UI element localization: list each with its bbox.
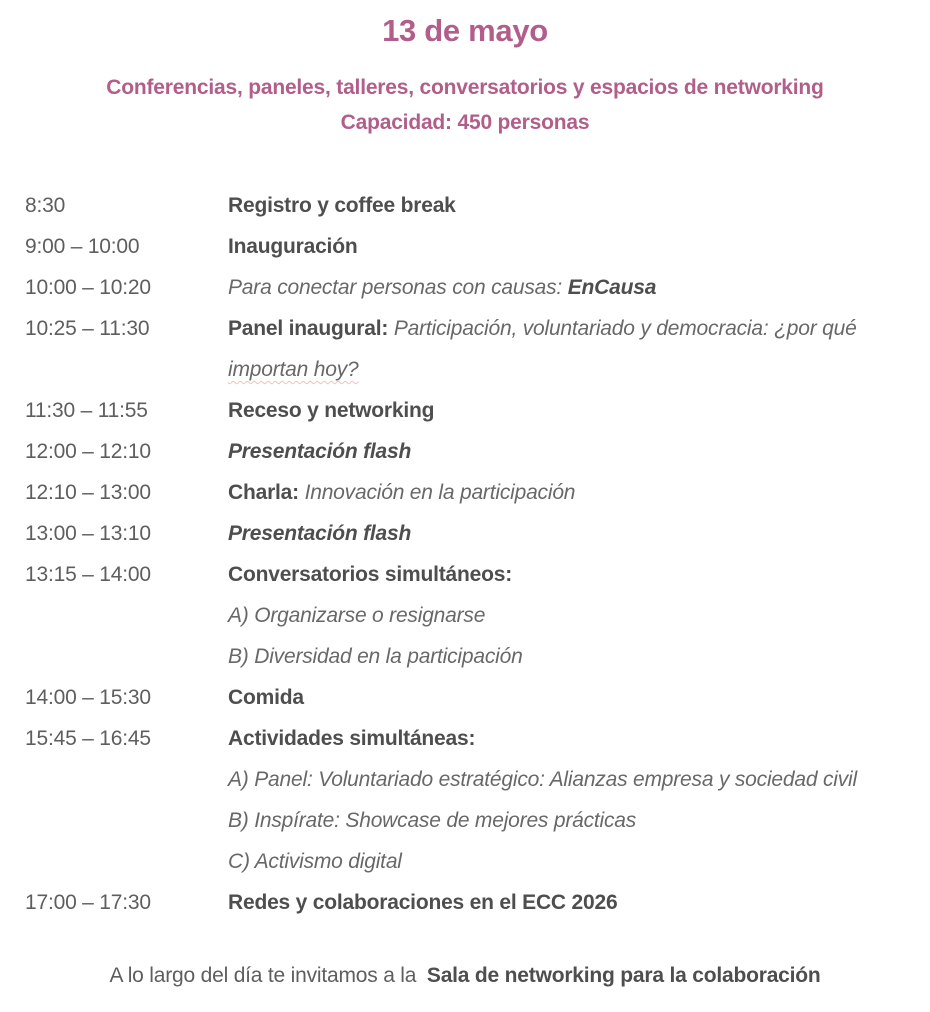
schedule-row xyxy=(25,595,930,636)
schedule-row xyxy=(25,226,930,267)
schedule-time: 8:30 xyxy=(25,194,66,217)
schedule-row xyxy=(25,431,930,472)
schedule-description xyxy=(228,267,656,308)
schedule-description xyxy=(228,882,617,923)
schedule-text-segment: Presentación flash xyxy=(228,522,412,545)
schedule-text-segment: Panel inaugural: xyxy=(228,317,394,340)
schedule-text-segment: Actividades simultáneas: xyxy=(228,727,476,750)
page-title: 13 de mayo xyxy=(382,13,548,48)
schedule-row xyxy=(25,677,930,718)
schedule-row xyxy=(25,800,930,841)
schedule-text-segment: B) Inspírate: Showcase de mejores prácticas xyxy=(228,809,637,832)
schedule-row xyxy=(25,308,930,390)
schedule-description xyxy=(228,513,411,554)
schedule-text-segment: Charla: xyxy=(228,481,305,504)
schedule-text-segment: Receso y networking xyxy=(228,399,435,422)
schedule-time: 12:00 – 12:10 xyxy=(25,440,151,463)
schedule-row xyxy=(25,554,930,595)
schedule-description xyxy=(228,185,456,226)
schedule-description xyxy=(228,595,485,636)
schedule-text-segment: EnCausa xyxy=(567,276,657,299)
schedule-description xyxy=(228,677,304,718)
schedule-description xyxy=(228,431,411,472)
footer-text-segment: Sala de networking para la colaboración xyxy=(426,964,821,987)
schedule-description xyxy=(228,472,575,513)
schedule-time: 13:00 – 13:10 xyxy=(25,522,151,545)
schedule-text-segment: B) Diversidad en la participación xyxy=(228,645,523,668)
subtitle-line-1: Conferencias, paneles, talleres, conversatorios y espacios de networking xyxy=(106,76,824,99)
schedule-description xyxy=(228,759,857,800)
footer-note xyxy=(0,955,930,996)
schedule xyxy=(0,185,930,923)
schedule-text-segment: Presentación flash xyxy=(228,440,412,463)
schedule-text-segment: Comida xyxy=(228,686,304,709)
schedule-description xyxy=(228,718,475,759)
schedule-time: 10:00 – 10:20 xyxy=(25,276,151,299)
footer-text-segment: A lo largo del día te invitamos a la xyxy=(109,964,422,987)
schedule-text-segment: Conversatorios simultáneos: xyxy=(228,563,513,586)
schedule-text-segment: Participación, voluntariado y democracia: ¿por qué xyxy=(393,317,857,340)
schedule-text-segment: A) Organizarse o resignarse xyxy=(228,604,486,627)
schedule-row xyxy=(25,841,930,882)
schedule-time: 13:15 – 14:00 xyxy=(25,563,151,586)
schedule-time: 11:30 – 11:55 xyxy=(25,399,148,422)
schedule-time: 14:00 – 15:30 xyxy=(25,686,151,709)
schedule-text-segment: C) Activismo digital xyxy=(228,850,402,873)
schedule-time: 17:00 – 17:30 xyxy=(25,891,151,914)
schedule-row xyxy=(25,472,930,513)
schedule-row xyxy=(25,267,930,308)
schedule-description xyxy=(228,636,523,677)
schedule-row xyxy=(25,390,930,431)
schedule-row xyxy=(25,759,930,800)
schedule-text-segment: importan hoy? xyxy=(228,358,359,381)
schedule-text-segment: Redes y colaboraciones en el ECC 2026 xyxy=(228,891,618,914)
schedule-row xyxy=(25,636,930,677)
page-subtitle xyxy=(0,70,930,140)
schedule-row xyxy=(25,882,930,923)
schedule-time: 9:00 – 10:00 xyxy=(25,235,140,258)
schedule-description xyxy=(228,390,434,431)
schedule-description xyxy=(228,800,636,841)
schedule-description xyxy=(228,841,402,882)
schedule-text-segment: Inauguración xyxy=(228,235,358,258)
schedule-time: 12:10 – 13:00 xyxy=(25,481,151,504)
schedule-row xyxy=(25,513,930,554)
schedule-text-segment: Para conectar personas con causas: xyxy=(228,276,568,299)
subtitle-line-2: Capacidad: 450 personas xyxy=(340,111,590,134)
schedule-text-segment: Innovación en la participación xyxy=(304,481,576,504)
schedule-time: 10:25 – 11:30 xyxy=(25,317,150,340)
schedule-text-segment: A) Panel: Voluntariado estratégico: Alianzas empresa y sociedad civil xyxy=(228,768,857,791)
schedule-description xyxy=(228,226,357,267)
schedule-text-segment: Registro y coffee break xyxy=(228,194,456,217)
schedule-time: 15:45 – 16:45 xyxy=(25,727,151,750)
schedule-description xyxy=(228,308,905,390)
schedule-row xyxy=(25,185,930,226)
schedule-description xyxy=(228,554,512,595)
schedule-row xyxy=(25,718,930,759)
